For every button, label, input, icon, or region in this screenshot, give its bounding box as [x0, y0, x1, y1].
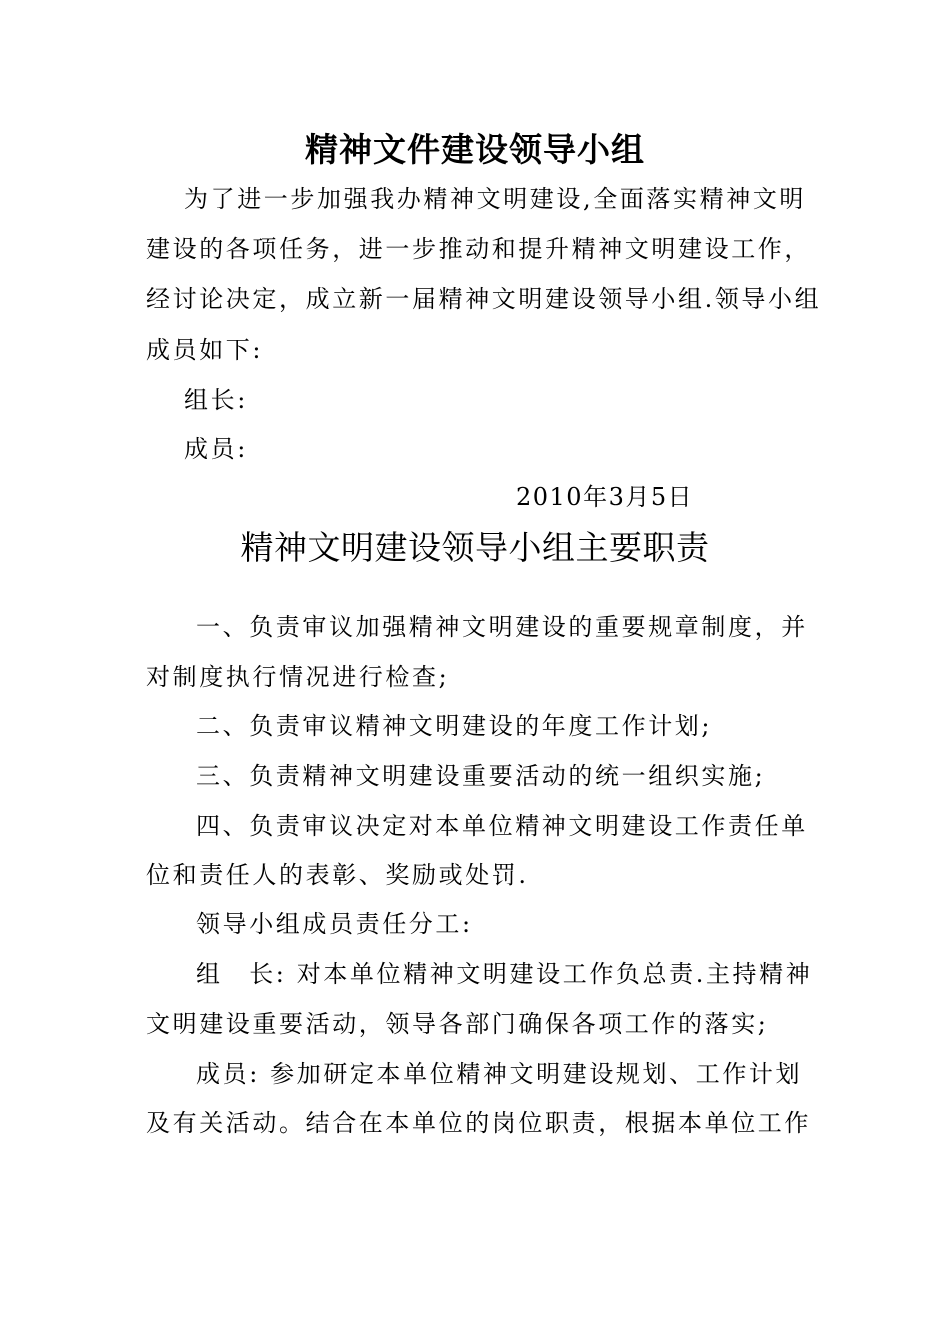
duty-line-2: 对制度执行情况进行检查; — [146, 663, 450, 691]
division-line-2: 文明建设重要活动，领导各部门确保各项工作的落实; — [146, 1010, 769, 1038]
intro-line-2: 建设的各项任务，进一步推动和提升精神文明建设工作， — [146, 235, 811, 263]
duty-line-1: 一、负责审议加强精神文明建设的重要规章制度，并 — [196, 613, 808, 641]
division-line-4: 及有关活动。结合在本单位的岗位职责，根据本单位工作 — [146, 1109, 811, 1137]
leader-label: 组长: — [184, 386, 248, 414]
duty-line-6: 位和责任人的表彰、奖励或处罚. — [146, 861, 529, 889]
division-line-1: 组 长: 对本单位精神文明建设工作负总责.主持精神 — [196, 960, 813, 988]
duty-line-3: 二、负责审议精神文明建设的年度工作计划; — [196, 712, 713, 740]
document-date: 2010年3月5日 — [516, 483, 694, 511]
intro-line-4: 成员如下: — [146, 336, 264, 364]
members-label: 成员: — [184, 435, 248, 463]
document-title: 精神文件建设领导小组 — [305, 130, 645, 169]
duty-line-4: 三、负责精神文明建设重要活动的统一组织实施; — [196, 762, 766, 790]
division-heading: 领导小组成员责任分工: — [196, 910, 473, 938]
intro-line-1: 为了进一步加强我办精神文明建设,全面落实精神文明 — [184, 185, 807, 213]
division-line-3: 成员: 参加研定本单位精神文明建设规划、工作计划 — [196, 1060, 803, 1088]
duties-title: 精神文明建设领导小组主要职责 — [240, 528, 710, 567]
duty-line-5: 四、负责审议决定对本单位精神文明建设工作责任单 — [196, 812, 808, 840]
intro-line-3: 经讨论决定，成立新一届精神文明建设领导小组.领导小组 — [146, 285, 822, 313]
